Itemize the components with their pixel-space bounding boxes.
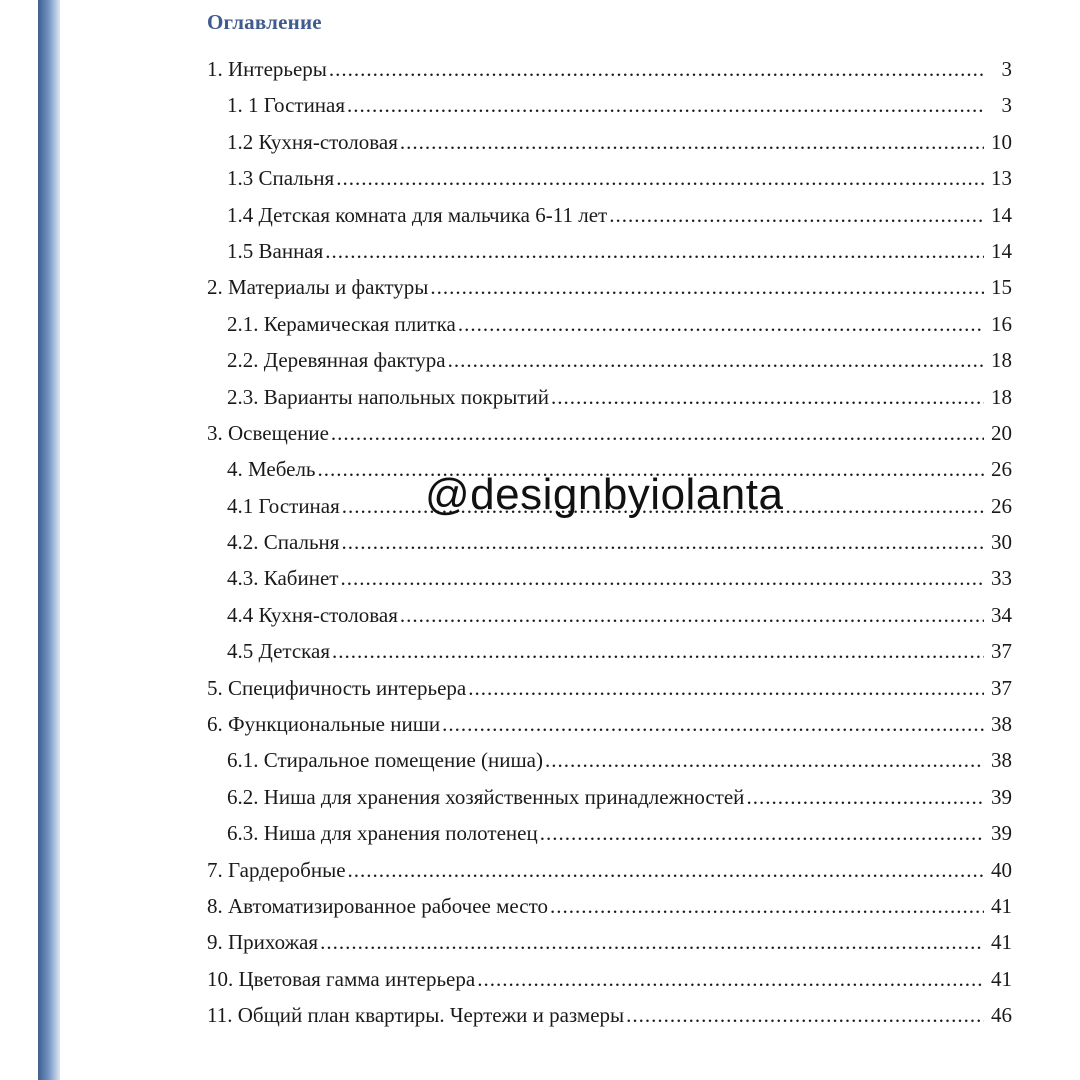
toc-entry-label: 5. Специфичность интерьера <box>207 675 467 700</box>
toc-entry-label: 2.2. Деревянная фактура <box>227 348 446 373</box>
toc-leader-dots <box>746 785 984 810</box>
toc-entry-page: 10 <box>991 129 1012 154</box>
toc-leader-dots <box>609 203 984 228</box>
toc-entry-page: 38 <box>991 712 1012 737</box>
toc-leader-dots <box>458 312 984 337</box>
toc-leader-dots <box>477 967 984 992</box>
toc-leader-dots <box>341 530 984 555</box>
toc-entry-page: 41 <box>991 893 1012 918</box>
toc-entry[interactable] <box>207 275 1012 311</box>
toc-entry[interactable] <box>207 785 1012 821</box>
toc-entry-label: 6. Функциональные ниши <box>207 712 441 737</box>
toc-entry[interactable] <box>207 348 1012 384</box>
toc-leader-dots <box>442 712 984 737</box>
toc-entry-label: 2. Материалы и фактуры <box>207 275 429 300</box>
toc-entry[interactable] <box>207 712 1012 748</box>
toc-entry-label: 1.3 Спальня <box>227 166 335 191</box>
toc-entry-page: 14 <box>991 202 1012 227</box>
toc-entry[interactable] <box>207 530 1012 566</box>
toc-entry-label: 4.3. Кабинет <box>227 566 339 591</box>
toc-leader-dots <box>400 603 984 628</box>
toc-entry-page: 30 <box>991 530 1012 555</box>
toc-leader-dots <box>545 748 984 773</box>
toc-entry-page: 16 <box>991 311 1012 336</box>
toc-entry[interactable] <box>207 566 1012 602</box>
toc-entry-label: 1. 1 Гостиная <box>227 93 346 118</box>
toc-entry[interactable] <box>207 821 1012 857</box>
toc-entry[interactable] <box>207 57 1012 93</box>
toc-entry[interactable] <box>207 639 1012 675</box>
toc-entry-label: 1.2 Кухня-столовая <box>227 129 398 154</box>
toc-entry-label: 4.5 Детская <box>227 639 331 664</box>
toc-entry-page: 34 <box>991 602 1012 627</box>
toc-leader-dots <box>348 858 984 883</box>
toc-entry-page: 14 <box>991 238 1012 263</box>
toc-entry[interactable] <box>207 166 1012 202</box>
toc-entry[interactable] <box>207 748 1012 784</box>
left-gutter <box>0 0 38 1080</box>
toc-entry-page: 20 <box>991 420 1012 445</box>
toc-entry-page: 46 <box>991 1003 1012 1028</box>
toc-entry-label: 11. Общий план квартиры. Чертежи и размеры <box>207 1003 625 1028</box>
toc-entry-page: 37 <box>991 639 1012 664</box>
toc-entry-label: 7. Гардеробные <box>207 857 346 882</box>
toc-entry-label: 4.2. Спальня <box>227 530 340 555</box>
toc-leader-dots <box>332 639 984 664</box>
toc-entry[interactable] <box>207 676 1012 712</box>
toc-entry-label: 1.5 Ванная <box>227 238 324 263</box>
toc-entry-label: 9. Прихожая <box>207 930 319 955</box>
toc-leader-dots <box>336 166 984 191</box>
toc-entry-page: 38 <box>991 748 1012 773</box>
toc-entry-page: 41 <box>991 966 1012 991</box>
toc-entry-page: 37 <box>991 675 1012 700</box>
toc-leader-dots <box>540 821 984 846</box>
toc-leader-dots <box>550 894 984 919</box>
toc-entry-page: 39 <box>991 784 1012 809</box>
toc-leader-dots <box>448 348 984 373</box>
toc-entry[interactable] <box>207 858 1012 894</box>
toc-entry[interactable] <box>207 312 1012 348</box>
toc-entry-label: 3. Освещение <box>207 420 329 445</box>
table-of-contents <box>207 57 1012 1040</box>
toc-entry-label: 6.1. Стиральное помещение (ниша) <box>227 748 543 773</box>
toc-entry[interactable] <box>207 421 1012 457</box>
toc-entry[interactable] <box>207 1003 1012 1039</box>
toc-entry[interactable] <box>207 130 1012 166</box>
toc-entry-label: 6.2. Ниша для хранения хозяйственных принадлежностей <box>227 784 745 809</box>
page-edge <box>38 0 60 1080</box>
toc-entry-page: 26 <box>991 493 1012 518</box>
toc-entry-label: 8. Автоматизированное рабочее место <box>207 893 548 918</box>
watermark-text: @designbyiolanta <box>425 470 784 519</box>
toc-entry-page: 13 <box>991 166 1012 191</box>
toc-leader-dots <box>340 566 984 591</box>
toc-entry-label: 4.4 Кухня-столовая <box>227 602 398 627</box>
toc-entry-label: 1.4 Детская комната для мальчика 6-11 лет <box>227 202 608 227</box>
toc-entry-page: 39 <box>991 821 1012 846</box>
toc-heading: Оглавление <box>207 10 322 34</box>
toc-entry-page: 18 <box>991 384 1012 409</box>
toc-leader-dots <box>320 930 984 955</box>
toc-entry[interactable] <box>207 967 1012 1003</box>
toc-leader-dots <box>626 1003 984 1028</box>
toc-entry[interactable] <box>207 930 1012 966</box>
toc-leader-dots <box>551 385 984 410</box>
toc-entry[interactable] <box>207 203 1012 239</box>
toc-entry-label: 2.3. Варианты напольных покрытий <box>227 384 550 409</box>
toc-entry-page: 15 <box>991 275 1012 300</box>
toc-entry-label: 1. Интерьеры <box>207 57 327 81</box>
toc-entry-label: 4. Мебель <box>227 457 316 482</box>
toc-entry-page: 33 <box>991 566 1012 591</box>
toc-entry[interactable] <box>207 603 1012 639</box>
toc-entry-page: 18 <box>991 348 1012 373</box>
toc-entry[interactable] <box>207 385 1012 421</box>
toc-entry-label: 2.1. Керамическая плитка <box>227 311 456 336</box>
toc-entry-page: 40 <box>991 857 1012 882</box>
toc-entry-page: 3 <box>1001 93 1012 118</box>
toc-leader-dots <box>331 421 984 446</box>
toc-entry[interactable] <box>207 894 1012 930</box>
toc-entry-page: 3 <box>1001 57 1012 81</box>
toc-entry-label: 4.1 Гостиная <box>227 493 340 518</box>
toc-leader-dots <box>325 239 984 264</box>
toc-leader-dots <box>430 275 984 300</box>
toc-entry[interactable] <box>207 239 1012 275</box>
toc-entry[interactable] <box>207 93 1012 129</box>
toc-leader-dots <box>329 57 984 82</box>
toc-leader-dots <box>400 130 984 155</box>
toc-entry-label: 6.3. Ниша для хранения полотенец <box>227 821 538 846</box>
toc-leader-dots <box>468 676 984 701</box>
toc-entry-label: 10. Цветовая гамма интерьера <box>207 966 476 991</box>
toc-entry-page: 26 <box>991 457 1012 482</box>
toc-leader-dots <box>347 93 984 118</box>
toc-entry-page: 41 <box>991 930 1012 955</box>
